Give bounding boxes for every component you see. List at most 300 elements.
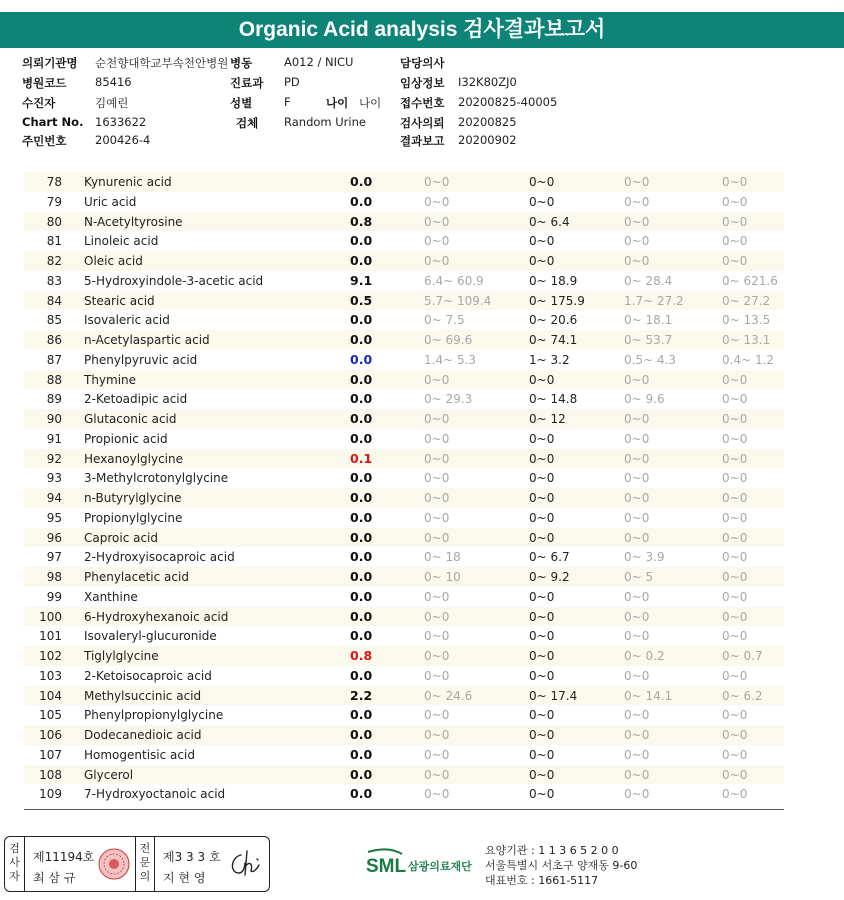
- footer-line-3: 대표번호 : 1661-5117: [485, 874, 599, 887]
- result-value: 0.0: [350, 549, 373, 565]
- clinical-label: 임상정보: [400, 76, 445, 90]
- table-row: [24, 212, 784, 232]
- reference-range-4: 0~0: [722, 629, 748, 644]
- row-number: 78: [46, 175, 62, 189]
- result-value: 0.0: [350, 608, 373, 624]
- reference-range-3: 0~ 28.4: [624, 273, 673, 288]
- reference-range-1: 0~ 29.3: [424, 392, 473, 407]
- reference-range-1: 0~0: [424, 530, 450, 545]
- reference-range-2: 0~0: [529, 254, 555, 268]
- table-row: [24, 389, 784, 409]
- table-row: [24, 567, 784, 587]
- reference-range-4: 0~0: [722, 530, 748, 545]
- patient-label: 수진자: [22, 96, 56, 110]
- analyte-name: 7-Hydroxyoctanoic acid: [84, 787, 226, 802]
- reference-range-2: 0~0: [529, 649, 555, 663]
- result-value: 0.0: [350, 786, 373, 802]
- reference-range-3: 0~0: [624, 491, 650, 505]
- reference-range-1: 0~0: [424, 214, 450, 229]
- reference-range-4: 0~ 0.7: [722, 649, 763, 663]
- row-number: 100: [39, 609, 62, 624]
- reference-range-3: 0~0: [624, 668, 650, 683]
- reference-range-1: 0~ 10: [424, 570, 461, 584]
- table-row: [24, 666, 784, 686]
- reference-range-4: 0~0: [722, 510, 748, 525]
- result-value: 0.0: [350, 490, 373, 505]
- analyte-name: Tiglylglycine: [84, 649, 159, 663]
- reference-range-4: 0~0: [722, 451, 748, 466]
- reference-range-1: 0~0: [424, 491, 450, 505]
- reference-range-1: 0~0: [424, 194, 450, 209]
- reference-range-2: 0~0: [529, 767, 555, 782]
- reference-range-3: 0~0: [624, 589, 650, 604]
- reference-range-1: 0~ 24.6: [424, 688, 473, 703]
- reference-range-4: 0~ 13.5: [722, 313, 771, 328]
- reference-range-3: 0~0: [624, 708, 650, 723]
- reference-range-4: 0~0: [722, 491, 748, 505]
- footer-info: [485, 843, 637, 888]
- row-number: 87: [46, 352, 62, 367]
- reference-range-3: 0~0: [624, 609, 650, 624]
- analyte-name: Glycerol: [84, 767, 134, 782]
- sex-value: F: [284, 95, 291, 109]
- table-row: [24, 587, 784, 607]
- row-number: 95: [46, 510, 62, 525]
- table-row: [24, 508, 784, 528]
- reference-range-4: 0~0: [722, 787, 748, 802]
- specialist-name: 지 현 영: [163, 871, 206, 885]
- row-number: 84: [46, 293, 62, 308]
- analyte-name: Kynurenic acid: [84, 175, 172, 189]
- table-row: [24, 705, 784, 725]
- reference-range-1: 0~0: [424, 708, 450, 723]
- reference-range-2: 0~ 9.2: [529, 570, 570, 584]
- table-row: [24, 488, 784, 508]
- result-value: 0.0: [350, 470, 373, 486]
- reference-range-2: 0~0: [529, 668, 555, 683]
- reference-range-1: 0~0: [424, 728, 450, 742]
- analyte-name: Caproic acid: [84, 530, 159, 545]
- reference-range-1: 0~0: [424, 471, 450, 486]
- row-number: 79: [46, 194, 62, 209]
- analyte-name: Linoleic acid: [84, 234, 159, 249]
- reference-range-3: 0~0: [624, 787, 650, 802]
- reference-range-3: 0~0: [624, 471, 650, 486]
- analyte-name: Dodecanedioic acid: [84, 728, 202, 742]
- reference-range-4: 0~0: [722, 234, 748, 249]
- result-value: 0.0: [350, 371, 373, 387]
- reference-range-2: 0~0: [529, 372, 555, 387]
- footer-line-1: 요양기관 : 1 1 3 6 5 2 0 0: [485, 844, 619, 857]
- reference-range-2: 0~0: [529, 175, 555, 189]
- reference-range-1: 0~0: [424, 372, 450, 387]
- reference-range-1: 0~0: [424, 254, 450, 268]
- examiner-vertical-text: 검사자: [9, 842, 20, 883]
- reference-range-3: 0~ 0.2: [624, 649, 665, 663]
- reference-range-2: 0~ 175.9: [529, 293, 585, 308]
- reference-range-1: 0~0: [424, 510, 450, 525]
- examiner-seal-icon: [97, 847, 131, 881]
- reference-range-4: 0~0: [722, 570, 748, 584]
- row-number: 91: [46, 431, 62, 446]
- row-number: 80: [46, 214, 62, 229]
- row-number: 104: [39, 688, 62, 703]
- patient-header: [22, 55, 822, 155]
- result-value: 0.0: [350, 312, 373, 328]
- reference-range-3: 0~0: [624, 412, 650, 426]
- row-number: 106: [39, 728, 62, 742]
- inst-label: 의뢰기관명: [22, 56, 78, 70]
- reference-range-2: 0~ 20.6: [529, 313, 578, 328]
- analyte-name: Methylsuccinic acid: [84, 688, 202, 703]
- reference-range-1: 0~0: [424, 767, 450, 782]
- analyte-name: Isovaleric acid: [84, 313, 170, 328]
- row-number: 90: [46, 412, 62, 426]
- analyte-name: Propionylglycine: [84, 510, 183, 525]
- analyte-name: 2-Hydroxyisocaproic acid: [84, 550, 235, 565]
- table-row: [24, 646, 784, 666]
- reference-range-1: 0~0: [424, 412, 450, 426]
- hosp-code-value: 85416: [95, 75, 132, 89]
- reference-range-4: 0~ 13.1: [722, 333, 771, 347]
- reference-range-1: 0~0: [424, 589, 450, 604]
- row-number: 105: [39, 708, 62, 723]
- table-row: [24, 370, 784, 390]
- reference-range-2: 0~0: [529, 589, 555, 604]
- result-value: 0.0: [350, 628, 373, 644]
- table-row: [24, 330, 784, 350]
- dept-value: PD: [284, 75, 300, 89]
- result-value: 0.0: [350, 174, 373, 189]
- clinical-value: I32K80ZJ0: [458, 75, 517, 89]
- result-value: 0.0: [350, 707, 373, 723]
- receipt-value: 20200825-40005: [458, 95, 558, 109]
- reference-range-1: 0~0: [424, 609, 450, 624]
- inst-value: 순천향대학교부속천안병원: [95, 56, 229, 70]
- row-number: 93: [46, 471, 62, 486]
- reference-range-3: 0~ 5: [624, 570, 654, 584]
- reference-range-3: 0~ 14.1: [624, 688, 673, 703]
- analyte-name: Homogentisic acid: [84, 747, 195, 762]
- reference-range-2: 0~ 6.7: [529, 550, 570, 565]
- reference-range-2: 0~0: [529, 194, 555, 209]
- reference-range-3: 0~0: [624, 510, 650, 525]
- reference-range-4: 0~0: [722, 550, 748, 565]
- result-value: 0.1: [350, 450, 373, 466]
- reference-range-4: 0~0: [722, 747, 748, 762]
- reference-range-1: 0~ 18: [424, 550, 461, 565]
- reference-range-2: 0~ 17.4: [529, 688, 578, 703]
- row-number: 92: [46, 451, 62, 466]
- result-value: 2.2: [350, 687, 373, 703]
- table-row: [24, 607, 784, 627]
- rrn-value: 200426-4: [95, 133, 151, 147]
- reference-range-4: 0~0: [722, 194, 748, 209]
- examiner-license-no: 제11194호: [33, 850, 95, 864]
- specimen-label: 검체: [236, 116, 259, 130]
- reference-range-4: 0~0: [722, 412, 748, 426]
- result-value: 0.0: [350, 233, 373, 249]
- reference-range-3: 0~0: [624, 372, 650, 387]
- reference-range-1: 0~0: [424, 787, 450, 802]
- ward-label: 병동: [230, 56, 253, 70]
- reference-range-4: 0~0: [722, 708, 748, 723]
- reference-range-3: 1.7~ 27.2: [624, 293, 684, 308]
- reference-range-1: 1.4~ 5.3: [424, 352, 477, 367]
- reference-range-2: 0~0: [529, 629, 555, 644]
- reference-range-3: 0~0: [624, 234, 650, 249]
- reference-range-1: 0~0: [424, 668, 450, 683]
- result-value: 0.0: [350, 746, 373, 762]
- reference-range-3: 0~0: [624, 214, 650, 229]
- reference-range-2: 0~ 12: [529, 412, 566, 426]
- analyte-name: N-Acetyltyrosine: [84, 214, 183, 229]
- result-value: 0.0: [350, 193, 373, 209]
- table-row: [24, 528, 784, 548]
- result-value: 0.5: [350, 292, 373, 308]
- reference-range-3: 0.5~ 4.3: [624, 352, 677, 367]
- analyte-name: 5-Hydroxyindole-3-acetic acid: [84, 273, 264, 288]
- reference-range-2: 0~0: [529, 431, 555, 446]
- reference-range-1: 0~0: [424, 431, 450, 446]
- reference-range-2: 0~0: [529, 510, 555, 525]
- analyte-name: n-Acetylaspartic acid: [84, 333, 210, 347]
- row-number: 85: [46, 313, 62, 328]
- row-number: 98: [46, 570, 62, 584]
- reference-range-3: 0~0: [624, 530, 650, 545]
- row-number: 107: [39, 747, 62, 762]
- row-number: 83: [46, 273, 62, 288]
- result-value: 0.0: [350, 332, 373, 347]
- reference-range-2: 0~0: [529, 787, 555, 802]
- reference-range-2: 1~ 3.2: [529, 352, 570, 367]
- sex-label: 성별: [230, 96, 253, 110]
- reference-range-1: 0~0: [424, 629, 450, 644]
- reference-range-4: 0~0: [722, 728, 748, 742]
- footer-line-2: 서울특별시 서초구 양재동 9-60: [485, 859, 638, 872]
- reference-range-1: 0~ 69.6: [424, 333, 473, 347]
- reference-range-3: 0~ 18.1: [624, 313, 673, 328]
- table-row: [24, 725, 784, 745]
- table-row: [24, 547, 784, 567]
- reference-range-1: 0~0: [424, 175, 450, 189]
- reference-range-1: 0~0: [424, 451, 450, 466]
- table-row: [24, 291, 784, 311]
- analyte-name: 3-Methylcrotonylglycine: [84, 471, 229, 486]
- reference-range-2: 0~0: [529, 471, 555, 486]
- analyte-name: Stearic acid: [84, 293, 155, 308]
- reference-range-3: 0~0: [624, 767, 650, 782]
- row-number: 102: [39, 649, 62, 663]
- rrn-label: 주민번호: [22, 134, 67, 148]
- reference-range-3: 0~0: [624, 629, 650, 644]
- age-label: 나이: [326, 96, 349, 110]
- row-number: 109: [39, 787, 62, 802]
- analyte-name: Phenylpropionylglycine: [84, 708, 224, 723]
- reference-range-3: 0~0: [624, 728, 650, 742]
- ward-value: A012 / NICU: [284, 55, 354, 69]
- specialist-signature-icon: [227, 847, 263, 881]
- analyte-name: Phenylacetic acid: [84, 570, 189, 584]
- reference-range-3: 0~ 3.9: [624, 550, 665, 565]
- reference-range-3: 0~0: [624, 175, 650, 189]
- logo-org-name: 삼광의료재단: [408, 860, 472, 873]
- reference-range-2: 0~0: [529, 234, 555, 249]
- analyte-name: Hexanoylglycine: [84, 451, 184, 466]
- analyte-name: 2-Ketoisocaproic acid: [84, 668, 212, 683]
- reference-range-2: 0~ 74.1: [529, 333, 578, 347]
- reference-range-3: 0~0: [624, 254, 650, 268]
- analyte-name: Propionic acid: [84, 431, 168, 446]
- reference-range-3: 0~0: [624, 194, 650, 209]
- report-title: Organic Acid analysis 검사결과보고서: [0, 12, 844, 48]
- analyte-name: 6-Hydroxyhexanoic acid: [84, 609, 229, 624]
- reference-range-1: 6.4~ 60.9: [424, 273, 484, 288]
- analyte-name: Thymine: [84, 372, 137, 387]
- table-row: [24, 626, 784, 646]
- sml-logo: [366, 848, 486, 884]
- result-value: 0.8: [350, 648, 373, 663]
- analyte-name: Isovaleryl-glucuronide: [84, 629, 217, 644]
- reference-range-1: 0~ 7.5: [424, 313, 465, 328]
- result-value: 0.0: [350, 253, 373, 268]
- row-number: 99: [46, 589, 62, 604]
- row-number: 82: [46, 254, 62, 268]
- row-number: 89: [46, 392, 62, 407]
- result-value: 9.1: [350, 272, 373, 288]
- result-value: 0.0: [350, 569, 373, 584]
- reference-range-4: 0~0: [722, 471, 748, 486]
- report-date-value: 20200902: [458, 133, 517, 147]
- reference-range-2: 0~0: [529, 491, 555, 505]
- dept-label: 진료과: [230, 76, 264, 90]
- request-label: 검사의뢰: [400, 116, 445, 130]
- reference-range-4: 0~0: [722, 175, 748, 189]
- row-number: 88: [46, 372, 62, 387]
- table-row: [24, 745, 784, 765]
- result-value: 0.0: [350, 509, 373, 525]
- reference-range-4: 0~0: [722, 214, 748, 229]
- table-row: [24, 350, 784, 370]
- reference-range-4: 0~ 6.2: [722, 688, 763, 703]
- table-row: [24, 468, 784, 488]
- result-value: 0.0: [350, 588, 373, 604]
- table-row: [24, 310, 784, 330]
- patient-value: 김예린: [95, 96, 129, 110]
- table-row: [24, 765, 784, 785]
- result-value: 0.0: [350, 667, 373, 683]
- reference-range-2: 0~ 18.9: [529, 273, 578, 288]
- reference-range-2: 0~0: [529, 451, 555, 466]
- reference-range-4: 0~0: [722, 372, 748, 387]
- table-bottom-divider: [24, 809, 784, 810]
- reference-range-1: 0~0: [424, 649, 450, 663]
- report-date-label: 결과보고: [400, 134, 445, 148]
- reference-range-4: 0~0: [722, 767, 748, 782]
- result-value: 0.0: [350, 766, 373, 782]
- reference-range-2: 0~0: [529, 530, 555, 545]
- analyte-name: n-Butyrylglycine: [84, 491, 182, 505]
- table-row: [24, 251, 784, 271]
- reference-range-1: 0~0: [424, 234, 450, 249]
- examiner-name: 최 삼 규: [33, 871, 76, 885]
- hosp-code-label: 병원코드: [22, 76, 67, 90]
- result-value: 0.0: [350, 351, 373, 367]
- reference-range-4: 0~0: [722, 589, 748, 604]
- reference-range-4: 0~ 27.2: [722, 293, 771, 308]
- reference-range-2: 0~ 14.8: [529, 392, 578, 407]
- signature-box: [4, 836, 270, 892]
- reference-range-4: 0~0: [722, 431, 748, 446]
- reference-range-2: 0~0: [529, 747, 555, 762]
- reference-range-4: 0~0: [722, 609, 748, 624]
- reference-range-4: 0.4~ 1.2: [722, 352, 775, 367]
- table-row: [24, 409, 784, 429]
- specialist-license-no: 제3 3 3 호: [163, 850, 221, 864]
- result-value: 0.0: [350, 529, 373, 545]
- reference-range-2: 0~0: [529, 609, 555, 624]
- row-number: 97: [46, 550, 62, 565]
- reference-range-3: 0~ 53.7: [624, 333, 673, 347]
- reference-range-3: 0~0: [624, 747, 650, 762]
- table-row: [24, 784, 784, 804]
- reference-range-1: 0~0: [424, 747, 450, 762]
- row-number: 101: [39, 629, 62, 644]
- table-row: [24, 231, 784, 251]
- row-number: 108: [39, 767, 62, 782]
- row-number: 96: [46, 530, 62, 545]
- request-value: 20200825: [458, 115, 517, 129]
- reference-range-2: 0~0: [529, 708, 555, 723]
- reference-range-2: 0~ 6.4: [529, 214, 570, 229]
- analyte-name: Xanthine: [84, 589, 138, 604]
- reference-range-4: 0~0: [722, 668, 748, 683]
- result-value: 0.0: [350, 430, 373, 446]
- reference-range-3: 0~0: [624, 431, 650, 446]
- analyte-name: Phenylpyruvic acid: [84, 352, 198, 367]
- specialist-vertical-label: [135, 837, 155, 891]
- examiner-vertical-label: [5, 837, 25, 891]
- chart-label: Chart No.: [22, 115, 84, 129]
- table-row: [24, 271, 784, 291]
- table-row: [24, 172, 784, 192]
- result-value: 0.0: [350, 411, 373, 426]
- analyte-name: Oleic acid: [84, 254, 143, 268]
- analyte-name: 2-Ketoadipic acid: [84, 392, 188, 407]
- doctor-label: 담당의사: [400, 56, 445, 70]
- row-number: 86: [46, 333, 62, 347]
- reference-range-1: 5.7~ 109.4: [424, 293, 492, 308]
- table-row: [24, 449, 784, 469]
- row-number: 94: [46, 491, 62, 505]
- reference-range-4: 0~0: [722, 392, 748, 407]
- specimen-value: Random Urine: [284, 115, 366, 129]
- logo-sml-text: SML: [366, 856, 407, 877]
- reference-range-2: 0~0: [529, 728, 555, 742]
- result-value: 0.8: [350, 213, 373, 229]
- table-row: [24, 429, 784, 449]
- analyte-name: Glutaconic acid: [84, 412, 177, 426]
- result-value: 0.0: [350, 391, 373, 407]
- age-value: 나이: [359, 96, 382, 110]
- sml-logo-icon: [366, 848, 486, 880]
- reference-range-4: 0~ 621.6: [722, 273, 778, 288]
- specialist-vertical-text: 전문의: [139, 842, 151, 883]
- row-number: 103: [39, 668, 62, 683]
- reference-range-3: 0~ 9.6: [624, 392, 665, 407]
- table-row: [24, 192, 784, 212]
- reference-range-3: 0~0: [624, 451, 650, 466]
